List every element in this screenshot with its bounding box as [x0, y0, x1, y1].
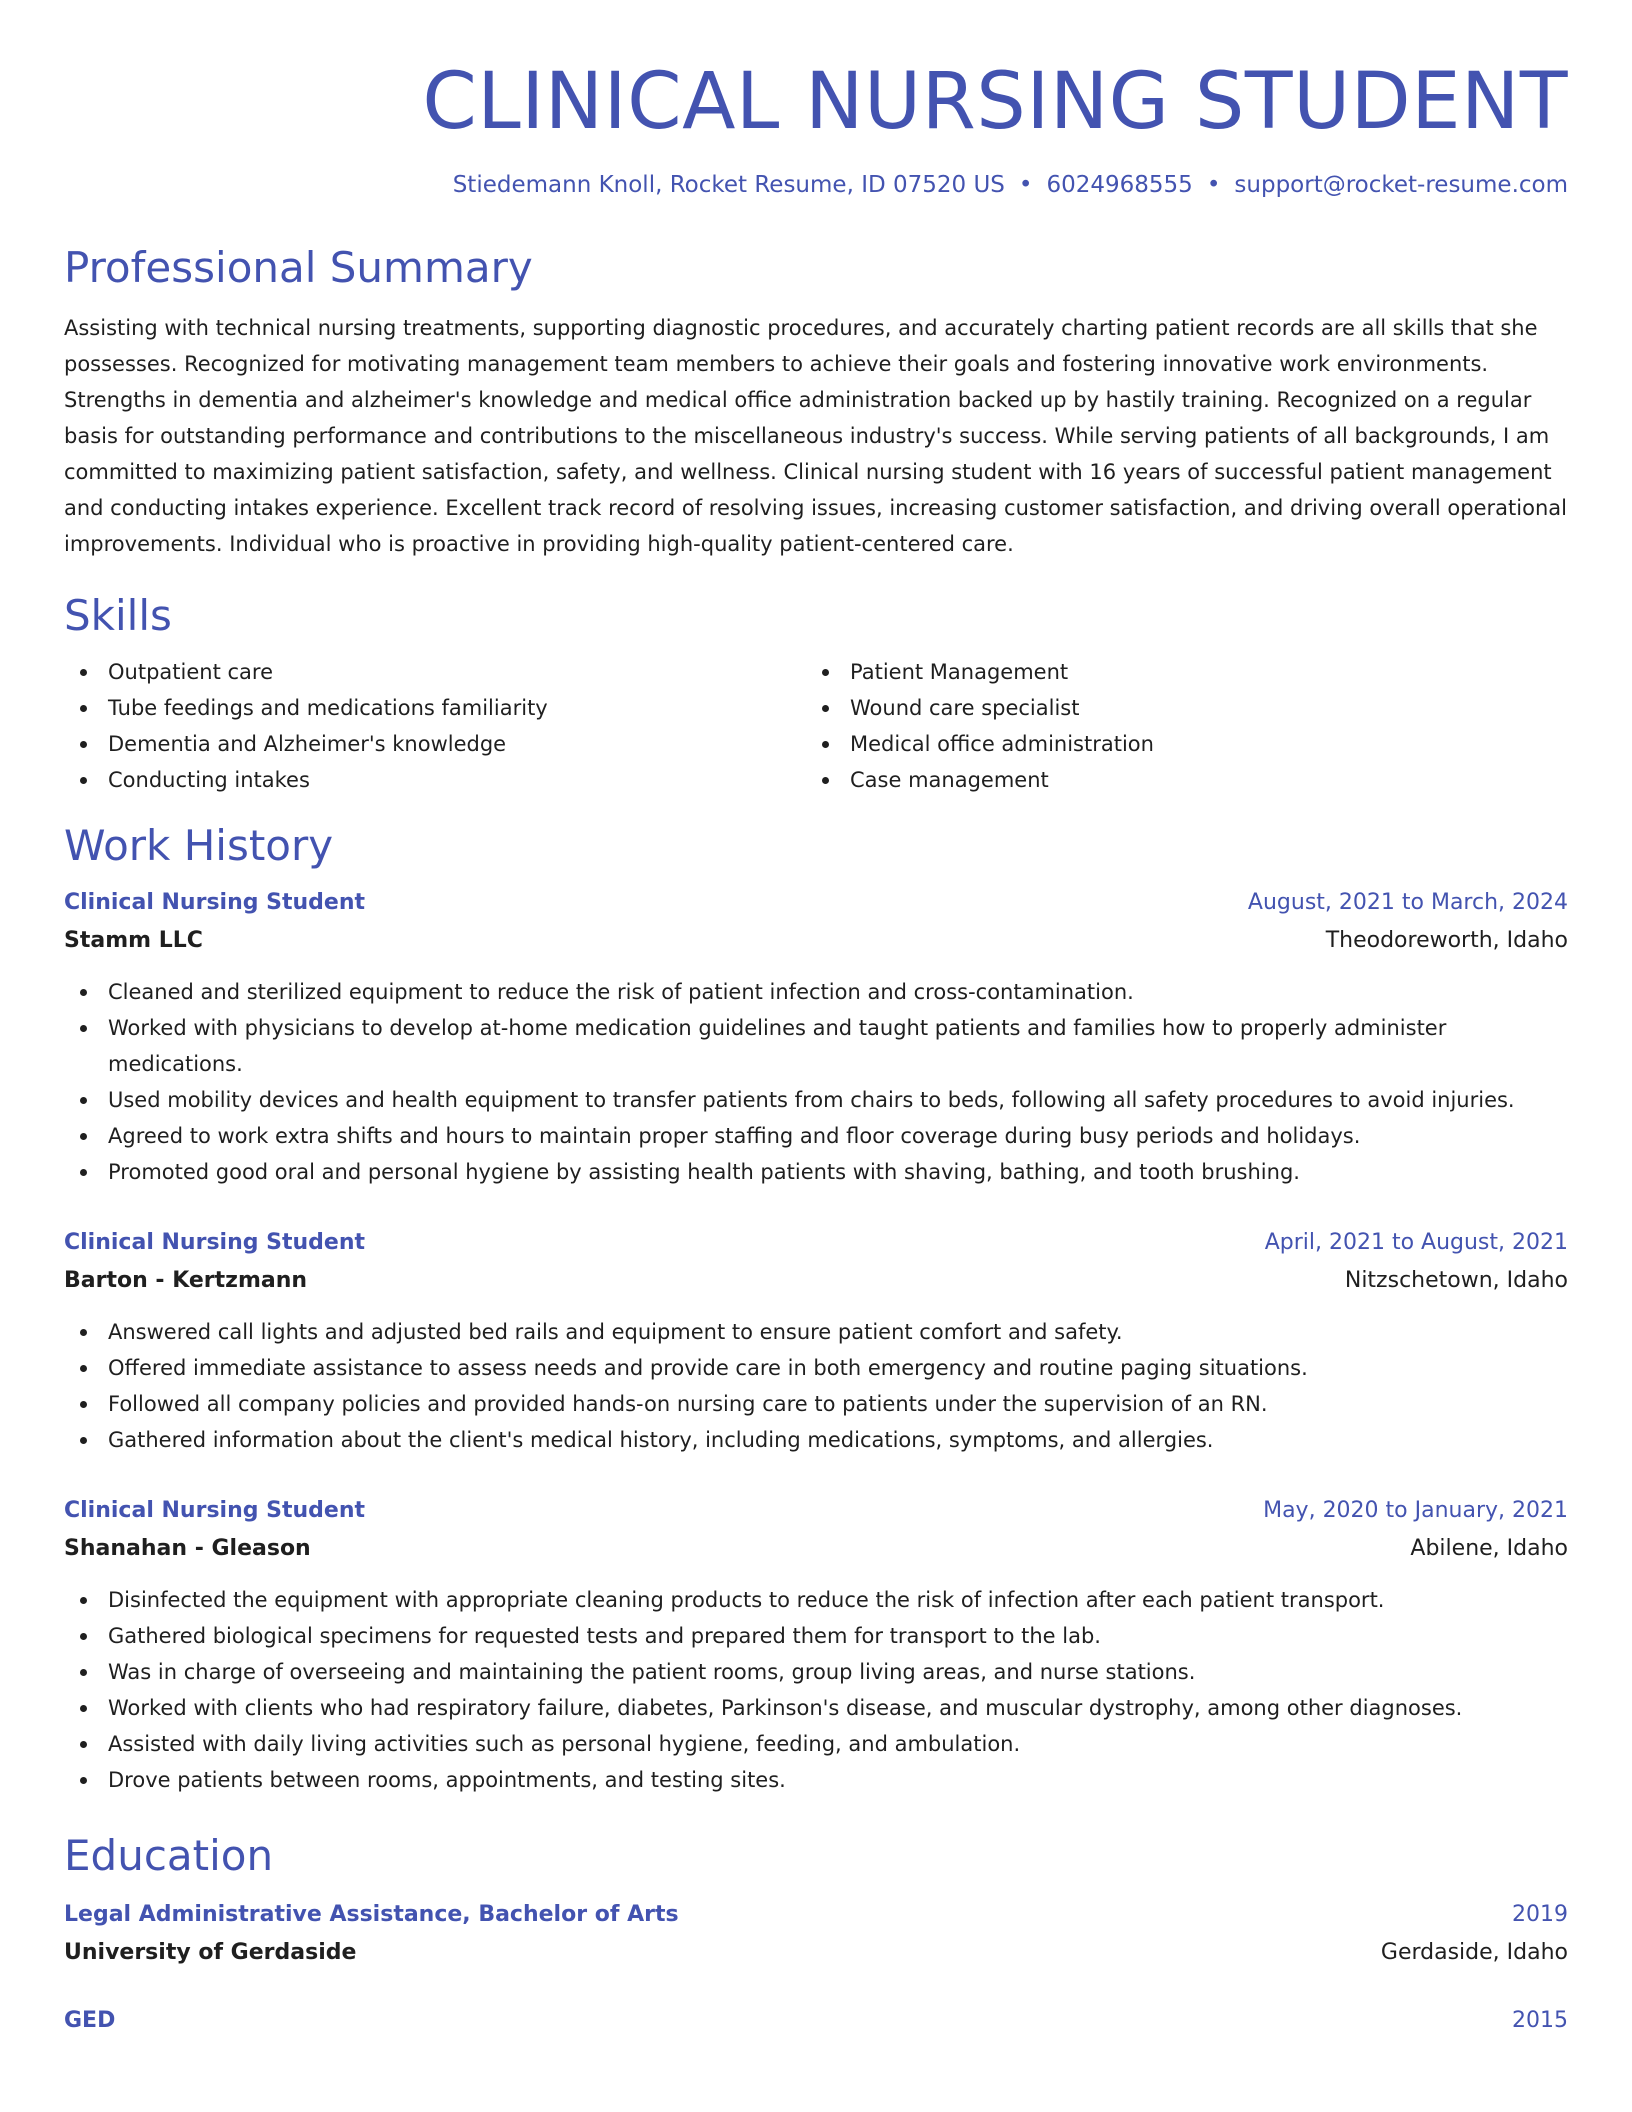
job-location: Theodoreworth, Idaho: [1325, 928, 1568, 953]
job-location: Nitzschetown, Idaho: [1344, 1268, 1568, 1293]
job-title: Clinical Nursing Student: [64, 1498, 366, 1523]
job-entry: [64, 1492, 1568, 1798]
job-entry: [64, 884, 1568, 1190]
duty-item: Gathered biological specimens for requested tests and prepared them for transport to the lab.: [64, 1618, 1568, 1654]
company-name: Stamm LLC: [64, 928, 203, 953]
duty-item: Agreed to work extra shifts and hours to maintain proper staffing and floor coverage during busy periods and holidays.: [64, 1118, 1568, 1154]
job-duties: [64, 1582, 1568, 1798]
contact-separator: •: [1018, 172, 1033, 198]
skill-item: Case management: [806, 762, 1568, 798]
skill-item: Patient Management: [806, 654, 1568, 690]
degree-name: GED: [64, 2008, 116, 2033]
graduation-year: 2019: [1512, 1902, 1568, 1927]
skill-item: Wound care specialist: [806, 690, 1568, 726]
duty-item: Offered immediate assistance to assess needs and provide care in both emergency and routine paging situations.: [64, 1350, 1568, 1386]
contact-phone: 6024968555: [1046, 172, 1193, 198]
contact-email[interactable]: support@rocket-resume.com: [1234, 172, 1568, 198]
duty-item: Followed all company policies and provided hands-on nursing care to patients under the supervision of an RN.: [64, 1386, 1568, 1422]
skill-item: Dementia and Alzheimer's knowledge: [64, 726, 806, 762]
school-location: Gerdaside, Idaho: [1380, 1940, 1568, 1965]
job-dates: August, 2021 to March, 2024: [1247, 890, 1568, 915]
company-name: Shanahan - Gleason: [64, 1536, 311, 1561]
job-duties: [64, 1314, 1568, 1458]
job-duties: [64, 974, 1568, 1190]
skill-item: Conducting intakes: [64, 762, 806, 798]
skill-item: Medical office administration: [806, 726, 1568, 762]
education-entry: [64, 2002, 1568, 2040]
graduation-year: 2015: [1512, 2008, 1568, 2033]
job-location: Abilene, Idaho: [1410, 1536, 1568, 1561]
company-name: Barton - Kertzmann: [64, 1268, 308, 1293]
duty-item: Was in charge of overseeing and maintaining the patient rooms, group living areas, and nurse stations.: [64, 1654, 1568, 1690]
duty-item: Worked with physicians to develop at-home medication guidelines and taught patients and families how to properly administer medications.: [64, 1010, 1568, 1082]
duty-item: Disinfected the equipment with appropriate cleaning products to reduce the risk of infection after each patient transport.: [64, 1582, 1568, 1618]
skills-column-right: [806, 654, 1568, 798]
work-history-heading: Work History: [64, 821, 334, 870]
contact-separator: •: [1206, 172, 1221, 198]
skill-item: Outpatient care: [64, 654, 806, 690]
duty-item: Drove patients between rooms, appointments, and testing sites.: [64, 1762, 1568, 1798]
summary-text: Assisting with technical nursing treatments, supporting diagnostic procedures, and accurately charting patient records are all skills that she possesses. Recognized for motivating management team members to achieve their goals and fostering innovative work environments. Strengths in dementia and alzheimer's knowledge and medical office administration backed up by hastily training. Recognized on a regular basis for outstanding performance and contributions to the miscellaneous industry's success. While serving patients of all backgrounds, I am committed to maximizing patient satisfaction, safety, and wellness. Clinical nursing student with 16 years of successful patient management and conducting intakes experience. Excellent track record of resolving issues, increasing customer satisfaction, and driving overall operational improvements. Individual who is proactive in providing high-quality patient-centered care.: [64, 316, 1567, 556]
candidate-title: CLINICAL NURSING STUDENT: [422, 57, 1568, 147]
contact-address: Stiedemann Knoll, Rocket Resume, ID 07520 US: [452, 172, 1005, 198]
skills-column-left: [64, 654, 806, 798]
education-heading: Education: [64, 1831, 274, 1880]
contact-line: [64, 168, 1568, 202]
skills-heading: Skills: [64, 591, 172, 640]
skills-list: [64, 654, 1568, 798]
duty-item: Promoted good oral and personal hygiene by assisting health patients with shaving, bathing, and tooth brushing.: [64, 1154, 1568, 1190]
duty-item: Cleaned and sterilized equipment to reduce the risk of patient infection and cross-contamination.: [64, 974, 1568, 1010]
education-entry: [64, 1896, 1568, 1972]
summary-heading: Professional Summary: [64, 243, 533, 292]
duty-item: Answered call lights and adjusted bed rails and equipment to ensure patient comfort and safety.: [64, 1314, 1568, 1350]
job-dates: May, 2020 to January, 2021: [1263, 1498, 1568, 1523]
job-title: Clinical Nursing Student: [64, 890, 366, 915]
job-entry: [64, 1224, 1568, 1458]
duty-item: Assisted with daily living activities such as personal hygiene, feeding, and ambulation.: [64, 1726, 1568, 1762]
duty-item: Worked with clients who had respiratory failure, diabetes, Parkinson's disease, and muscular dystrophy, among other diagnoses.: [64, 1690, 1568, 1726]
skill-item: Tube feedings and medications familiarity: [64, 690, 806, 726]
school-name: University of Gerdaside: [64, 1940, 357, 1965]
job-dates: April, 2021 to August, 2021: [1264, 1230, 1568, 1255]
duty-item: Used mobility devices and health equipment to transfer patients from chairs to beds, following all safety procedures to avoid injuries.: [64, 1082, 1568, 1118]
job-title: Clinical Nursing Student: [64, 1230, 366, 1255]
degree-name: Legal Administrative Assistance, Bachelor of Arts: [64, 1902, 679, 1927]
duty-item: Gathered information about the client's medical history, including medications, symptoms, and allergies.: [64, 1422, 1568, 1458]
